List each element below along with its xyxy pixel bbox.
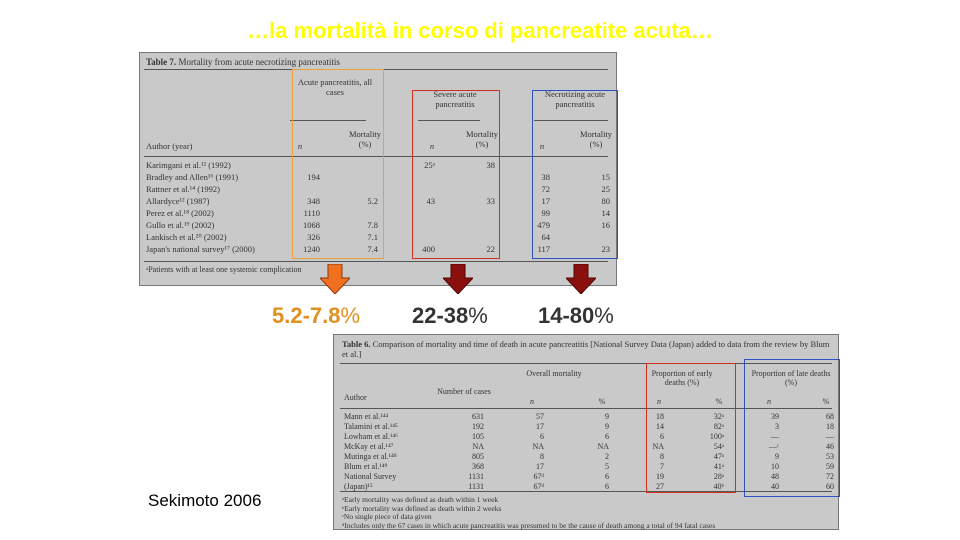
table6-cell-ln: 9 (775, 452, 779, 461)
table7-cell-n2: 25ᵃ (424, 160, 435, 170)
table6-cell-op: NA (597, 442, 609, 451)
table6-cell-on: 57 (536, 412, 544, 421)
table6-cell-en: 27 (656, 482, 664, 491)
table7-cell-n3: 64 (541, 232, 550, 242)
table6-footnote: ᶜNo single piece of data given (342, 512, 432, 521)
table7-scan: Table 7. Mortality from acute necrotizing pancreatitis Acute pancreatitis, all cases Severe acute pancreatitis Necrotizing acute pancreatitis Author (year) n Mortality (%) n Mortality (%) n Mortality (%) Karimgani et al.¹² (1992) 25ᵃ 38 Bradley and Allen¹⁶ (1991) 194 38 15 Rattner et al.¹⁴ (1992) 72 25 Allardyce¹² (1987) 348 5.2 43 33 17 80 Perez et al.¹⁸ (2002) 1110 99 14 Gullo et al.¹⁹ (2002) 1068 7.8 479 16 Lankisch et al.²⁰ (2002) 326 7.1 64 Japan's national survey¹⁷ (2000) 1240 7.4 400 22 117 23 ᵃPatients with at least one systemic complication (139, 52, 617, 286)
table7-cell-n1: 326 (307, 232, 320, 242)
table6-cell-on: 17 (536, 422, 544, 431)
table6-cell-ep: 41ᵃ (713, 462, 724, 471)
table6-cell-ep: 54ᵃ (713, 442, 724, 451)
table6-cell-on: 67ᵈ (533, 482, 544, 491)
table7-cell-m3: 23 (601, 244, 610, 254)
table6-cell-cases: 368 (472, 462, 484, 471)
table6-cell-op: 9 (605, 412, 609, 421)
table7-cell-n3: 117 (537, 244, 550, 254)
table7-cell-n2: 400 (422, 244, 435, 254)
table6-cell-op: 5 (605, 462, 609, 471)
table7-cell-n1: 194 (307, 172, 320, 182)
table7-cell-m2: 22 (486, 244, 495, 254)
table6-cell-cases: 105 (472, 432, 484, 441)
table6-footnote: ᵃEarly mortality was defined as death within 1 week (342, 495, 499, 504)
table7-row-author: Gullo et al.¹⁹ (2002) (146, 220, 215, 230)
down-arrow-red-icon (443, 264, 473, 294)
table6-cell-en: 14 (656, 422, 664, 431)
table6-row-author: National Survey (344, 472, 397, 481)
table7-cell-m3: 14 (601, 208, 610, 218)
table6-cell-cases: 805 (472, 452, 484, 461)
table6-cell-ln: 39 (771, 412, 779, 421)
table6-cell-ln: 3 (775, 422, 779, 431)
table6-footnote: ᵇEarly mortality was defined as death within 2 weeks (342, 503, 502, 513)
author-note: Sekimoto 2006 (148, 491, 262, 510)
table6-cell-ln: — (771, 432, 779, 441)
table7-row-author: Lankisch et al.²⁰ (2002) (146, 232, 227, 242)
table7-cell-n3: 479 (537, 220, 550, 230)
table6-cell-lp: 18 (826, 422, 834, 431)
table6-cell-cases: 1131 (468, 472, 484, 481)
table6-cell-on: 17 (536, 462, 544, 471)
table6-cell-ln: —ᶜ (768, 442, 779, 451)
table6-cell-ln: 40 (771, 482, 779, 491)
table6-cell-en: 6 (660, 432, 664, 441)
table7-group-all: Acute pancreatitis, all cases (297, 77, 373, 97)
table6-row-author: McKay et al.¹⁴⁷ (344, 442, 394, 451)
table7-row-author: Japan's national survey¹⁷ (2000) (146, 244, 255, 254)
table7-footnote: ᵃPatients with at least one systemic complication (146, 265, 302, 274)
table6-row-author: Lowham et al.¹⁴⁶ (344, 432, 398, 441)
table6-scan: Table 6. Comparison of mortality and time of death in acute pancreatitis [National Survey Data (Japan) added to data from the review by Blum et al.] Overall mortality Proportion of early deaths (%) Proportion of late deaths (%) Number of cases Author n % n % n % Mann et al.¹⁴⁴ 631 57 9 18 32ᵃ 39 68 Talamini et al.¹⁴⁵ 192 17 9 14 82ᵃ 3 18 Lowham et al.¹⁴⁶ 105 6 6 6 100ᵃ — — McKay et al.¹⁴⁷ NA NA NA NA 54ᵃ —ᶜ 46 Mutinga et al.¹⁴⁸ 805 8 2 8 47ᵃ 9 53 Blum et al.¹⁴⁹ 368 17 5 7 41ᵃ 10 59 National Survey 1131 67ᵈ 6 19 28ᵃ 48 72 (Japan)¹⁵ 1131 67ᵈ 6 27 40ᵇ 40 60 ᵃEarly mortality was defined as death within 1 week ᵇEarly mortality was defined as death within 2 weeks ᶜNo single piece of data given ᵈIncludes only the 67 cases in which acute pancreatitis was presumed to be the cause of death among a total of 94 fatal cases (333, 334, 839, 530)
table7-cell-m3: 25 (601, 184, 610, 194)
table7-caption: Table 7. Mortality from acute necrotizing pancreatitis (146, 57, 340, 67)
table6-cell-on: 6 (540, 432, 544, 441)
table7-cell-n2: 43 (426, 196, 435, 206)
table7-row-author: Allardyce¹² (1987) (146, 196, 210, 206)
table6-row-author: (Japan)¹⁵ (344, 482, 373, 491)
table7-cell-m1: 7.8 (367, 220, 378, 230)
down-arrow-orange-icon (320, 264, 350, 294)
table7-group-necrotizing: Necrotizing acute pancreatitis (544, 89, 606, 109)
table6-cell-cases: 192 (472, 422, 484, 431)
table6-cell-op: 2 (605, 452, 609, 461)
table7-cell-n3: 72 (541, 184, 550, 194)
table6-row-author: Mutinga et al.¹⁴⁸ (344, 452, 397, 461)
table6-row-author: Talamini et al.¹⁴⁵ (344, 422, 398, 431)
table6-cell-ep: 47ᵃ (713, 452, 724, 461)
table6-cell-lp: — (826, 432, 834, 441)
table6-cell-en: NA (652, 442, 664, 451)
table6-footnote: ᵈIncludes only the 67 cases in which acute pancreatitis was presumed to be the cause of death among a total of 94 fatal cases (342, 520, 716, 530)
table6-cell-en: 7 (660, 462, 664, 471)
table6-cell-lp: 46 (826, 442, 834, 451)
table6-cell-on: 67ᵈ (533, 472, 544, 481)
range-necrotizing: 14-80% (538, 303, 614, 328)
table6-cell-on: 8 (540, 452, 544, 461)
table7-row-author: Karimgani et al.¹² (1992) (146, 160, 231, 170)
blue-highlight-box (532, 90, 618, 259)
table7-cell-n1: 1240 (303, 244, 320, 254)
red-highlight-box-early (646, 363, 736, 493)
table6-cell-ep: 100ᵃ (709, 432, 724, 441)
table7-cell-n1: 1110 (303, 208, 320, 218)
red-highlight-box (412, 90, 500, 259)
table6-cell-lp: 68 (826, 412, 834, 421)
table7-cell-m2: 38 (486, 160, 495, 170)
table7-group-severe: Severe acute pancreatitis (433, 89, 477, 109)
table6-cell-ep: 40ᵇ (713, 482, 724, 491)
table6-cell-cases: 631 (472, 412, 484, 421)
table6-cell-op: 6 (605, 472, 609, 481)
down-arrow-darkred-icon (566, 264, 596, 294)
table6-row-author: Blum et al.¹⁴⁹ (344, 462, 388, 471)
table7-cell-m3: 15 (601, 172, 610, 182)
table6-row-author: Mann et al.¹⁴⁴ (344, 412, 389, 421)
table7-cell-n1: 1068 (303, 220, 320, 230)
table6-cell-op: 6 (605, 432, 609, 441)
table6-caption: Table 6. Comparison of mortality and time of death in acute pancreatitis [National Survey Data (Japan) added to data from the review by Blum et al.] (342, 339, 830, 359)
table6-cell-ln: 48 (771, 472, 779, 481)
table7-cell-m3: 16 (601, 220, 610, 230)
table6-cell-lp: 72 (826, 472, 834, 481)
table7-cell-m3: 80 (601, 196, 610, 206)
table6-cell-en: 18 (656, 412, 664, 421)
table6-cell-ep: 32ᵃ (713, 412, 724, 421)
table6-cell-ln: 10 (771, 462, 779, 471)
table6-cell-ep: 82ᵃ (713, 422, 724, 431)
range-all-cases: 5.2-7.8% (272, 303, 361, 328)
table7-row-author: Rattner et al.¹⁴ (1992) (146, 184, 220, 194)
table6-cell-op: 6 (605, 482, 609, 491)
table6-cell-lp: 59 (826, 462, 834, 471)
table6-cell-en: 19 (656, 472, 664, 481)
table7-cell-m1: 7.4 (367, 244, 378, 254)
table7-col-author: Author (year) (146, 141, 193, 151)
table7-row-author: Bradley and Allen¹⁶ (1991) (146, 172, 239, 182)
table6-cell-en: 8 (660, 452, 664, 461)
table6-cell-lp: 60 (826, 482, 834, 491)
table7-cell-n3: 17 (541, 196, 550, 206)
slide-title: …la mortalità in corso di pancreatite acuta… (247, 18, 713, 43)
table6-cell-op: 9 (605, 422, 609, 431)
table6-cell-on: NA (532, 442, 544, 451)
table7-cell-n1: 348 (307, 196, 320, 206)
table7-cell-n3: 99 (541, 208, 550, 218)
table7-row-author: Perez et al.¹⁸ (2002) (146, 208, 214, 218)
orange-highlight-box (292, 69, 384, 259)
table7-cell-m2: 33 (486, 196, 495, 206)
table7-cell-m1: 5.2 (367, 196, 378, 206)
table6-cell-cases: NA (472, 442, 484, 451)
table6-cell-lp: 53 (826, 452, 834, 461)
range-severe: 22-38% (412, 303, 488, 328)
blue-highlight-box-late (744, 359, 840, 497)
table7-cell-n3: 38 (541, 172, 550, 182)
table7-cell-m1: 7.1 (367, 232, 378, 242)
table6-cell-ep: 28ᵃ (713, 472, 724, 481)
table6-cell-cases: 1131 (468, 482, 484, 491)
